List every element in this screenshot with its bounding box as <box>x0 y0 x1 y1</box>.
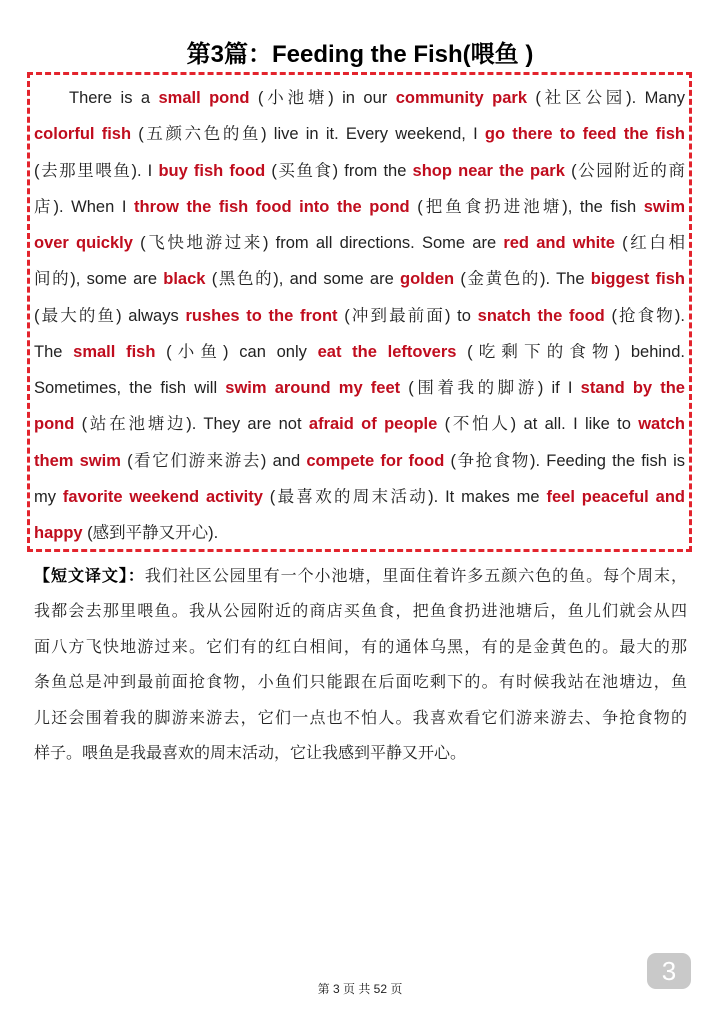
key-phrase: swim around my feet <box>225 379 401 397</box>
passage-line <box>34 479 685 515</box>
translation-text: 样子。喂鱼是我最喜欢的周末活动，它让我感到平静又开心。 <box>34 744 467 762</box>
passage-text-run: Sometimes, the fish will <box>34 379 226 397</box>
passage-text-run: (冲到最前面) to <box>337 306 478 325</box>
key-phrase: stand by the <box>580 379 685 397</box>
passage-text-run: There is a <box>69 89 159 107</box>
key-phrase: black <box>163 270 206 289</box>
passage-text-run: (飞快地游过来) from all directions. Some are <box>132 234 504 252</box>
page-number-badge: 3 <box>647 953 691 989</box>
key-phrase: biggest fish <box>590 270 685 289</box>
passage-line <box>34 370 685 406</box>
passage-text-run: (黑色的), and some are <box>205 270 401 289</box>
translation-line <box>34 630 687 665</box>
passage-text-run: (站在池塘边). They are not <box>74 415 309 434</box>
passage-line <box>34 261 685 297</box>
translation-line <box>34 665 687 700</box>
key-phrase: eat the leftovers <box>317 342 457 361</box>
passage-text-run: (社区公园). Many <box>527 89 685 107</box>
key-phrase: buy fish food <box>158 161 266 180</box>
passage-text-run: (把鱼食扔进池塘), the fish <box>409 197 644 216</box>
passage-text-run: (公园附近的商 <box>564 161 686 180</box>
passage-box <box>27 72 692 552</box>
passage-text-run: (不怕人) at all. I like to <box>437 415 639 434</box>
translation-line <box>34 736 687 771</box>
key-phrase: swim <box>643 197 685 216</box>
passage-text-run: (最大的鱼) always <box>34 306 186 325</box>
page-title: 第3篇：Feeding the Fish(喂鱼 ) <box>186 41 534 68</box>
key-phrase: community park <box>395 89 527 107</box>
key-phrase: pond <box>34 415 75 434</box>
key-phrase: favorite weekend activity <box>62 487 263 506</box>
passage-line <box>34 153 685 189</box>
passage-line <box>34 443 685 479</box>
translation-text: 我们社区公园里有一个小池塘，里面住着许多五颜六色的鱼。每个周末， <box>144 568 687 585</box>
passage-text-run: my <box>34 487 63 506</box>
key-phrase: afraid of people <box>308 415 438 434</box>
passage-text-run: (小鱼) can only <box>155 342 318 361</box>
key-phrase: rushes to the front <box>185 306 338 325</box>
translation-line <box>34 594 687 629</box>
key-phrase: go there to feed the fish <box>484 125 685 144</box>
translation-line <box>34 559 687 594</box>
key-phrase: golden <box>400 270 455 289</box>
passage-text-run: (买鱼食) from the <box>265 161 413 180</box>
passage-line <box>34 189 685 225</box>
passage-line <box>34 334 685 370</box>
key-phrase: feel peaceful and <box>546 487 685 506</box>
translation-label: 【短文译文】： <box>34 568 145 585</box>
passage-text-run: The <box>34 342 74 361</box>
key-phrase: small fish <box>73 342 156 361</box>
translation-text: 面八方飞快地游过来。它们有的红白相间，有的通体乌黑，有的是金黄色的。最大的那 <box>34 638 687 656</box>
passage-text-run: (感到平静又开心). <box>82 524 219 542</box>
passage-text-run: (小池塘) in our <box>249 89 396 107</box>
passage-text-run: (看它们游来游去) and <box>120 451 307 470</box>
passage-line <box>34 116 685 152</box>
passage-text-run: (抢食物). <box>604 306 685 325</box>
translation-text: 儿还会围着我的脚游来游去，它们一点也不怕人。我喜欢看它们游来游去、争抢食物的 <box>34 709 687 727</box>
passage-text-run: (金黄色的). The <box>454 270 591 289</box>
key-phrase: compete for food <box>306 451 445 470</box>
passage-text-run: 间的), some are <box>34 270 164 289</box>
passage-text-run: 店). When I <box>34 197 135 216</box>
passage-text-run: (去那里喂鱼). I <box>34 161 159 180</box>
key-phrase: red and white <box>503 234 615 252</box>
key-phrase: watch <box>638 415 685 434</box>
translation-paragraph <box>34 559 687 771</box>
key-phrase: snatch the food <box>477 306 605 325</box>
key-phrase: them swim <box>34 451 121 470</box>
passage-text-run: (争抢食物). Feeding the fish is <box>444 451 686 470</box>
key-phrase: small pond <box>158 89 250 107</box>
passage-text-run: (五颜六色的鱼) live in it. Every weekend, I <box>131 125 485 144</box>
passage-line <box>34 225 685 261</box>
key-phrase: throw the fish food into the pond <box>134 197 410 216</box>
key-phrase: shop near the park <box>412 161 565 180</box>
passage-line <box>34 298 685 334</box>
key-phrase: over quickly <box>34 234 133 252</box>
key-phrase: happy <box>34 524 83 542</box>
passage-line <box>34 80 685 116</box>
passage-text-run: (围着我的脚游) if I <box>400 379 581 397</box>
passage-line <box>34 406 685 442</box>
translation-line <box>34 701 687 736</box>
translation-text: 我都会去那里喂鱼。我从公园附近的商店买鱼食，把鱼食扔进池塘后，鱼儿们就会从四 <box>34 603 687 621</box>
passage-text-run: (最喜欢的周末活动). It makes me <box>262 487 547 506</box>
passage-text-run: (红白相 <box>614 234 685 252</box>
passage-line <box>34 515 685 551</box>
key-phrase: colorful fish <box>34 125 132 144</box>
passage-text-run: (吃剩下的食物) behind. <box>456 342 685 361</box>
translation-text: 条鱼总是冲到最前面抢食物，小鱼们只能跟在后面吃剩下的。有时候我站在池塘边，鱼 <box>34 674 687 692</box>
page-footer: 第 3 页 共 52 页 <box>317 982 403 996</box>
